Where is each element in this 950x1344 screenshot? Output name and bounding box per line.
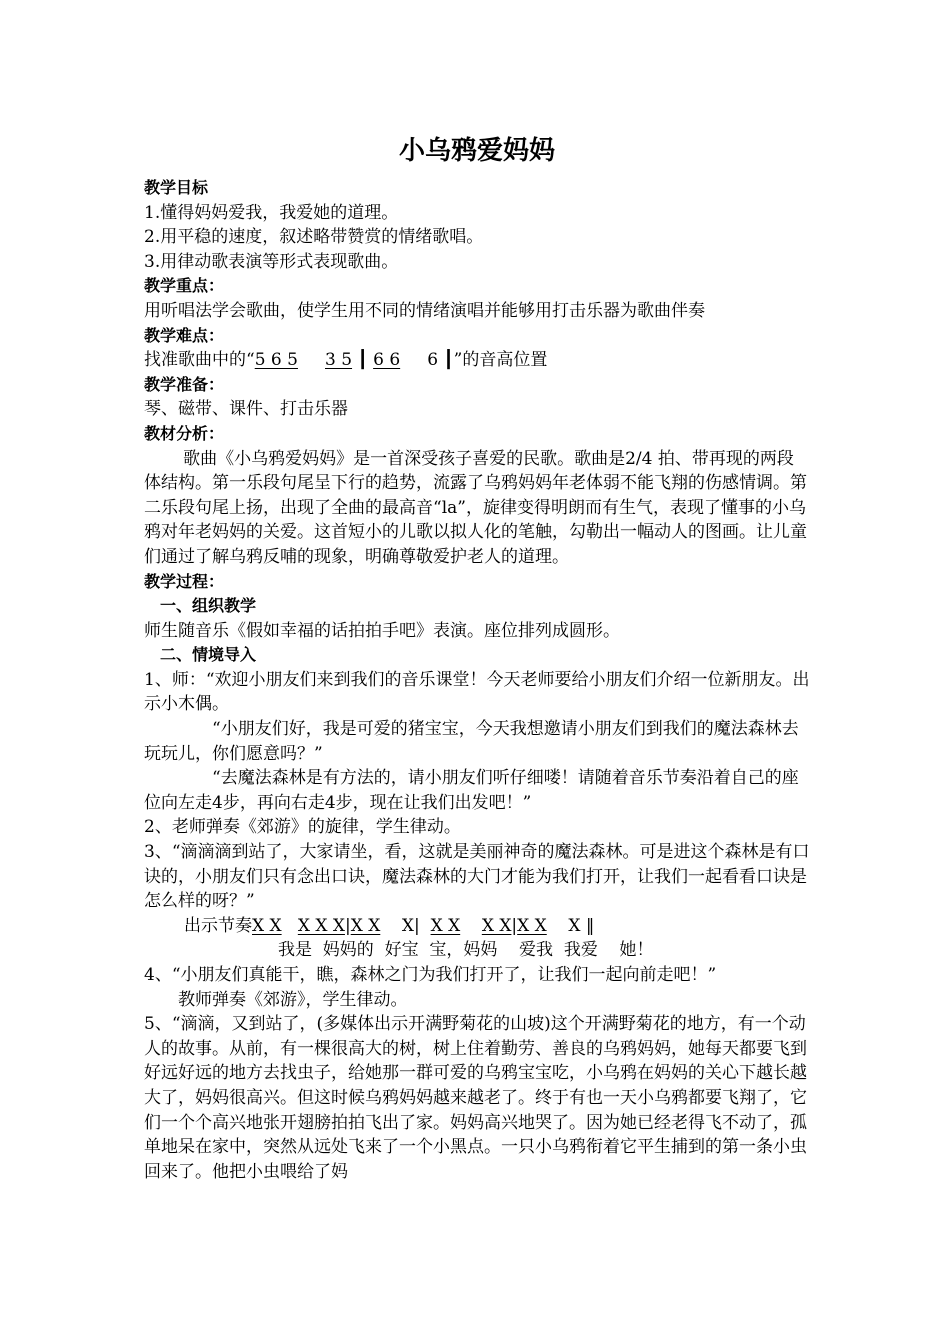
notation-35: 3 5 bbox=[325, 350, 353, 371]
step-1-quote-a: “小朋友们好，我是可爱的猪宝宝，今天我想邀请小朋友们到我们的魔法森林去玩玩儿，你们愿意吗？” bbox=[144, 719, 799, 764]
difficulty-heading: 教学难点： bbox=[144, 325, 225, 345]
section-2-heading: 二、情境导入 bbox=[160, 645, 257, 665]
rhythm-note: X X bbox=[252, 915, 282, 936]
rhythm-note: X X bbox=[517, 915, 547, 936]
rhythm-note: X X bbox=[430, 915, 461, 936]
focus-heading: 教学重点： bbox=[144, 276, 225, 296]
rhythm-note: X X X bbox=[297, 915, 345, 936]
barline-2: ┃ bbox=[443, 350, 454, 371]
step-1-quote-b: “去魔法森林是有方法的，请小朋友们听仔细喽！请随着音乐节奏沿着自己的座位向左走4步，再向右走4步，现在让我们出发吧！” bbox=[144, 768, 799, 813]
difficulty-suffix: ”的音高位置 bbox=[453, 350, 548, 371]
step-4: 4、“小朋友们真能干，瞧，森林之门为我们打开了，让我们一起向前走吧！” bbox=[144, 965, 717, 985]
goals-heading: 教学目标 bbox=[144, 178, 209, 197]
step-3: 3、“滴滴滴到站了，大家请坐，看，这就是美丽神奇的魔法森林。可是进这个森林是有口诀的，小朋友们只有念出口诀，魔法森林的大门才能为我们打开，让我们一起看看口诀是怎么样的呀？” bbox=[144, 842, 810, 912]
rhythm-note: X ‖ bbox=[568, 915, 595, 936]
analysis-text: 歌曲《小乌鸦爱妈妈》是一首深受孩子喜爱的民歌。歌曲是2/4 拍、带再现的两段体结构。第一乐段句尾呈下行的趋势，流露了乌鸦妈妈年老体弱不能飞翔的伤感情调。第二乐段句尾上扬，出现了全曲的最高音“la”，旋律变得明朗而有生气，表现了懂事的小乌鸦对年老妈妈的关爱。这首短小的儿歌以拟人化的笔触，勾勒出一幅动人的图画。让儿童们通过了解乌鸦反哺的现象，明确尊敬爱护老人的道理。 bbox=[144, 448, 807, 567]
rhythm-note: X X bbox=[350, 915, 381, 936]
document-title: 小乌鸦爱妈妈 bbox=[398, 136, 555, 166]
barline-1: ┃ bbox=[357, 350, 368, 371]
focus-text: 用听唱法学会歌曲，使学生用不同的情绪演唱并能够用打击乐器为歌曲伴奏 bbox=[144, 300, 705, 321]
process-heading: 教学过程： bbox=[144, 571, 225, 591]
notation-565: 5 6 5 bbox=[254, 350, 298, 371]
goal-item-3: 3.用律动歌表演等形式表现歌曲。 bbox=[144, 251, 399, 272]
difficulty-prefix: 找准歌曲中的“ bbox=[144, 350, 255, 371]
prep-heading: 教学准备： bbox=[144, 374, 225, 394]
analysis-heading: 教材分析： bbox=[144, 423, 225, 443]
difficulty-text bbox=[144, 348, 810, 373]
rhythm-lyrics: 我是 妈妈的 好宝 宝，妈妈 爱我 我爱 她！ bbox=[278, 940, 654, 961]
goal-item-2: 2.用平稳的速度，叙述略带赞赏的情绪歌唱。 bbox=[144, 227, 484, 248]
step-1: 1、师：“欢迎小朋友们来到我们的音乐课堂！今天老师要给小朋友们介绍一位新朋友。出示小木偶。 bbox=[144, 669, 810, 715]
notation-6: 6 bbox=[427, 350, 439, 371]
rhythm-note: X X bbox=[481, 915, 512, 936]
rhythm-note: X bbox=[401, 915, 415, 936]
goal-item-1: 1.懂得妈妈爱我，我爱她的道理。 bbox=[144, 202, 399, 223]
section-1-text: 师生随音乐《假如幸福的话拍拍手吧》表演。座位排列成圆形。 bbox=[144, 620, 620, 641]
section-1-heading: 一、组织教学 bbox=[160, 596, 257, 616]
step-4-b: 教师弹奏《郊游》，学生律动。 bbox=[178, 989, 408, 1010]
notation-66: 6 6 bbox=[373, 350, 401, 371]
rhythm-line: 出示节奏X X X X X|X X X| X X X X|X X X ‖ bbox=[184, 915, 595, 936]
step-5: 5、“滴滴，又到站了，(多媒体出示开满野菊花的山坡)这个开满野菊花的地方，有一个动人的故事。从前，有一棵很高大的树，树上住着勤劳、善良的乌鸦妈妈，她每天都要飞到好远好远的地方去找虫子，给她那一群可爱的乌鸦宝宝吃，小乌鸦在妈妈的关心下越长越大了，妈妈很高兴。但这时候乌鸦妈妈越来越老了。终于有也一天小乌鸦都要飞翔了，它们一个个高兴地张开翅膀拍拍飞出了家。妈妈高兴地哭了。因为她已经老得飞不动了，孤单地呆在家中，突然从远处飞来了一个小黑点。一只小乌鸦衔着它平生捕到的第一条小虫回来了。他把小虫喂给了妈 bbox=[144, 1014, 807, 1182]
rhythm-prefix: 出示节奏 bbox=[184, 915, 252, 936]
step-2: 2、老师弹奏《郊游》的旋律，学生律动。 bbox=[144, 817, 461, 838]
prep-text: 琴、磁带、课件、打击乐器 bbox=[144, 399, 348, 420]
